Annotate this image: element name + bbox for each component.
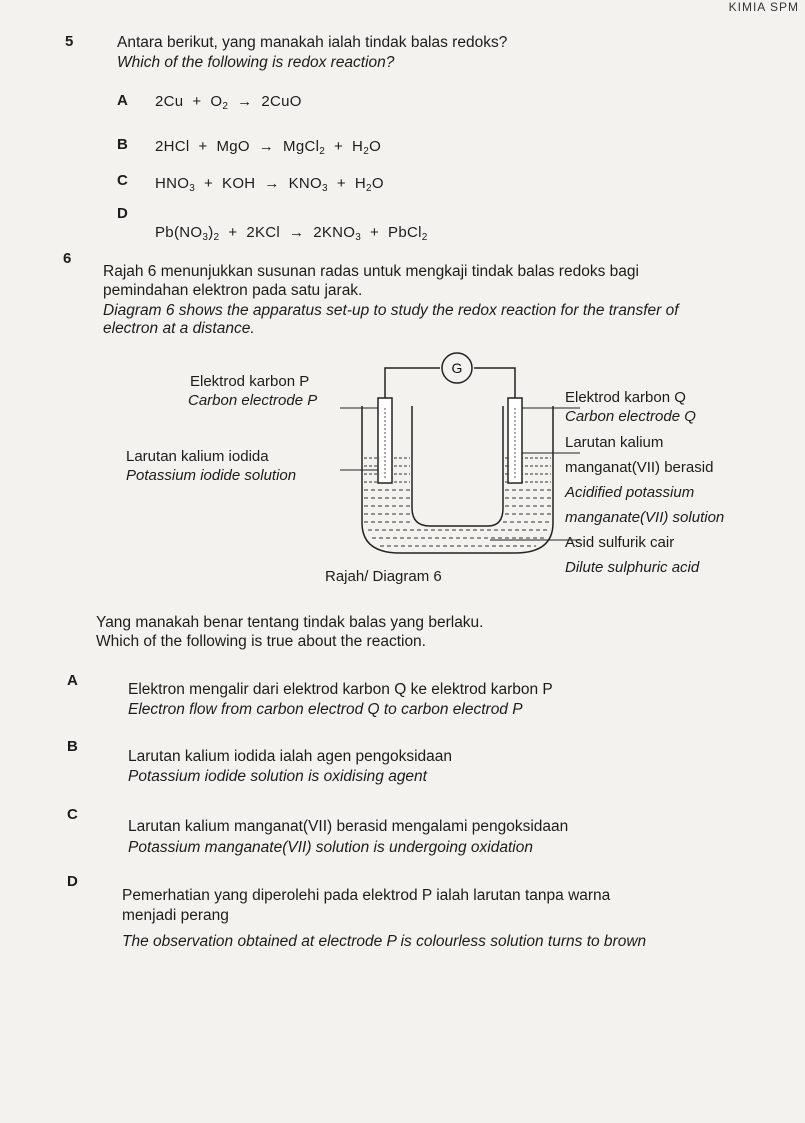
diagram-caption: Rajah/ Diagram 6 bbox=[325, 568, 442, 585]
q5-option-c-letter: C bbox=[117, 172, 128, 189]
q6-option-b-malay[interactable]: Larutan kalium iodida ialah agen pengoksidaan bbox=[128, 748, 453, 765]
galvanometer-label: G bbox=[451, 360, 463, 376]
question-5-english: Which of the following is redox reaction? bbox=[117, 54, 395, 71]
q6-option-d-malay-line2[interactable]: menjadi perang bbox=[122, 907, 229, 924]
left-electrode-english: Carbon electrode P bbox=[188, 392, 318, 409]
q6-option-c-malay[interactable]: Larutan kalium manganat(VII) berasid mengalami pengoksidaan bbox=[128, 818, 569, 835]
right-electrode-malay: Elektrod karbon Q bbox=[565, 389, 686, 406]
right-solution-malay-2: manganat(VII) berasid bbox=[565, 459, 714, 476]
q6-option-a-letter: A bbox=[67, 672, 78, 689]
left-wire bbox=[385, 368, 440, 400]
page-header: KIMIA SPM bbox=[728, 0, 799, 14]
question-6-malay-line2: pemindahan elektron pada satu jarak. bbox=[103, 282, 363, 299]
right-solution-english-1: Acidified potassium bbox=[565, 484, 695, 501]
left-solution-english: Potassium iodide solution bbox=[126, 467, 297, 484]
q5-option-b-equation[interactable]: 2HCl + MgO → MgCl$_2$ + $H_2O$ bbox=[155, 138, 382, 157]
q5-option-a-letter: A bbox=[117, 92, 128, 109]
apparatus-diagram bbox=[340, 348, 580, 573]
u-tube-inner bbox=[412, 406, 503, 526]
acid-malay: Asid sulfurik cair bbox=[565, 534, 675, 551]
left-solution-malay: Larutan kalium iodida bbox=[126, 448, 269, 465]
question-6-malay-line1: Rajah 6 menunjukkan susunan radas untuk mengkaji tindak balas redoks bagi bbox=[103, 263, 639, 280]
question-6-number: 6 bbox=[63, 250, 72, 267]
q6-option-b-english[interactable]: Potassium iodide solution is oxidising agent bbox=[128, 768, 427, 785]
q6-option-c-english[interactable]: Potassium manganate(VII) solution is undergoing oxidation bbox=[128, 839, 533, 856]
right-solution-english-2: manganate(VII) solution bbox=[565, 509, 725, 526]
left-electrode-malay: Elektrod karbon P bbox=[190, 373, 310, 390]
q6-option-d-letter: D bbox=[67, 873, 78, 890]
q5-option-d-equation[interactable]: $Pb(NO_3)_2 + 2KCl \to 2KNO_3$ + PbCl$_2$ bbox=[155, 224, 428, 243]
question-6-stem-malay: Yang manakah benar tentang tindak balas yang berlaku. bbox=[96, 614, 484, 631]
q6-option-c-letter: C bbox=[67, 806, 78, 823]
question-6-stem-english: Which of the following is true about the reaction. bbox=[96, 633, 426, 650]
q5-option-b-letter: B bbox=[117, 136, 128, 153]
question-5-malay: Antara berikut, yang manakah ialah tindak balas redoks? bbox=[117, 34, 508, 51]
q6-option-a-english[interactable]: Electron flow from carbon electrod Q to carbon electrod P bbox=[128, 701, 523, 718]
q6-option-d-english[interactable]: The observation obtained at electrode P is colourless solution turns to brown bbox=[122, 933, 647, 950]
right-electrode-english: Carbon electrode Q bbox=[565, 408, 696, 425]
question-6-english-line2: electron at a distance. bbox=[103, 320, 255, 337]
right-solution-malay-1: Larutan kalium bbox=[565, 434, 664, 451]
q6-option-b-letter: B bbox=[67, 738, 78, 755]
q6-option-d-malay[interactable]: Pemerhatian yang diperolehi pada elektrod P ialah larutan tanpa warna bbox=[122, 887, 611, 904]
q5-option-c-equation[interactable]: $HNO_3$ + KOH → $KNO_3 + H_2O$ bbox=[155, 175, 384, 194]
acid-english: Dilute sulphuric acid bbox=[565, 559, 700, 576]
question-6-english-line1: Diagram 6 shows the apparatus set-up to study the redox reaction for the transfer of bbox=[103, 302, 679, 319]
question-5-number: 5 bbox=[65, 33, 74, 50]
right-wire bbox=[474, 368, 515, 400]
q5-option-d-letter: D bbox=[117, 205, 128, 222]
q5-option-a-equation[interactable]: $2Cu + O_2 \to 2CuO$ bbox=[155, 93, 302, 112]
q6-option-a-malay[interactable]: Elektron mengalir dari elektrod karbon Q ke elektrod karbon P bbox=[128, 681, 553, 698]
